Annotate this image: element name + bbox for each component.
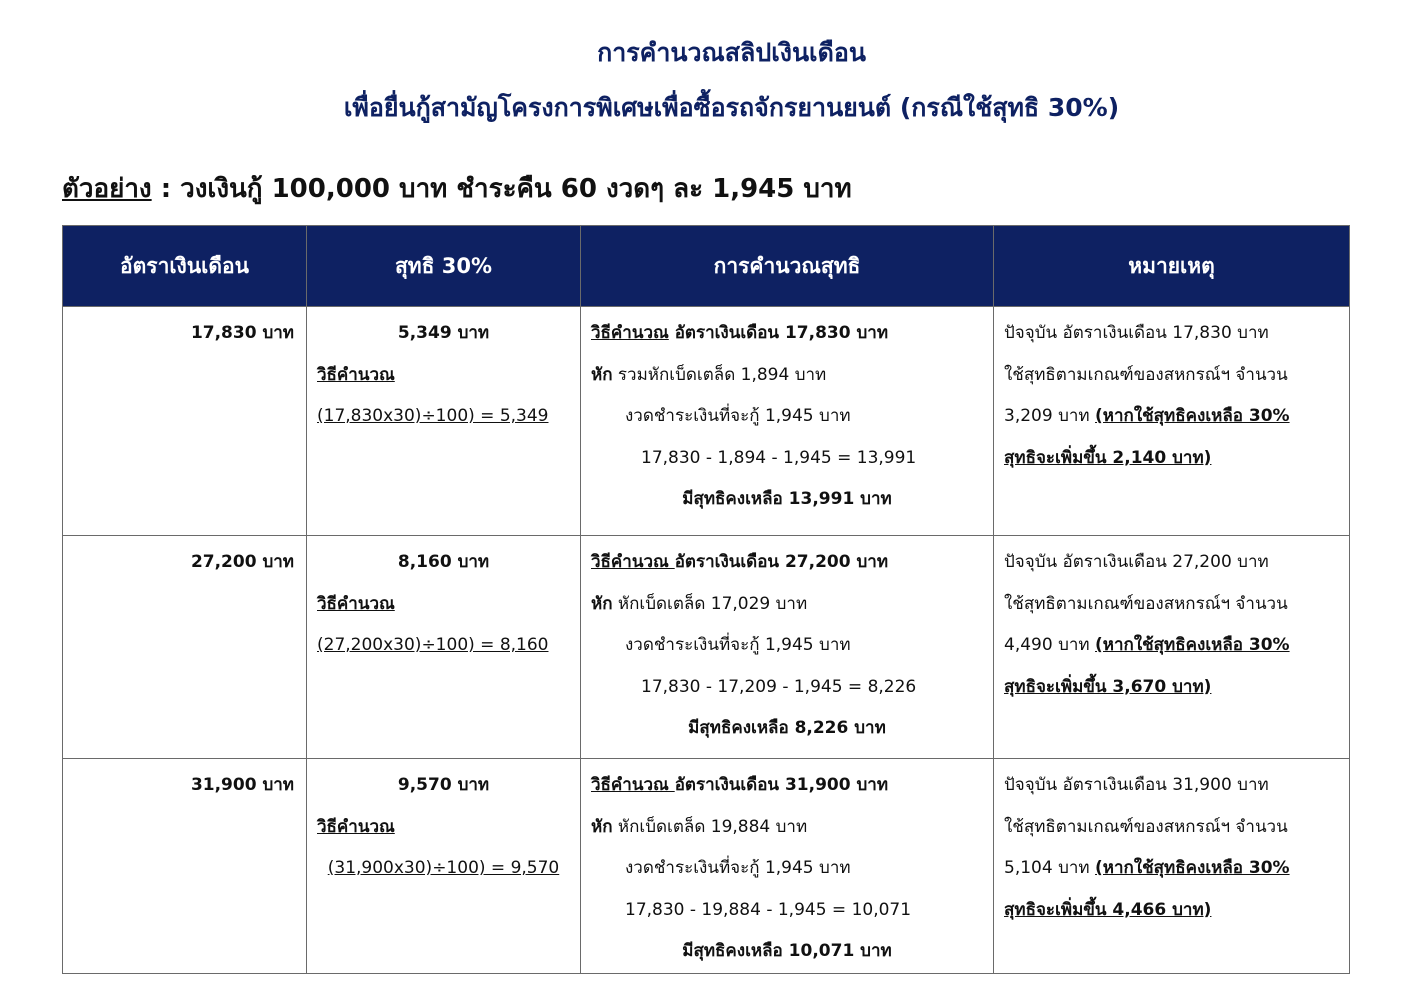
- calc-salary-text: อัตราเงินเดือน 31,900 บาท: [674, 775, 889, 795]
- remaining-net: มีสุทธิคงเหลือ 10,071 บาท: [682, 941, 892, 961]
- deduct-label: หัก: [591, 816, 613, 837]
- note-line-1: ปัจจุบัน อัตราเงินเดือน 31,900 บาท: [1004, 775, 1269, 795]
- salary-value: 31,900 บาท: [190, 775, 294, 795]
- salary-cell: [63, 307, 307, 536]
- remarks-cell: [994, 307, 1350, 536]
- method-formula: (27,200x30)÷100) = 8,160: [317, 635, 549, 655]
- calc-equation: 17,830 - 1,894 - 1,945 = 13,991: [641, 447, 917, 468]
- remarks-cell: [994, 759, 1350, 974]
- installment-text: งวดชำระเงินที่จะกู้ 1,945 บาท: [625, 858, 851, 878]
- remaining-net: มีสุทธิคงเหลือ 8,226 บาท: [688, 718, 886, 738]
- page-title: การคำนวณสลิปเงินเดือน: [597, 38, 866, 67]
- net-30-cell: [307, 536, 581, 759]
- net-calculation-cell: [581, 759, 994, 974]
- table-row: [63, 307, 1350, 536]
- deduct-text: หักเบ็ดเตล็ด 19,884 บาท: [612, 816, 808, 837]
- method-formula: (17,830x30)÷100) = 5,349: [317, 406, 549, 426]
- installment-text: งวดชำระเงินที่จะกู้ 1,945 บาท: [625, 635, 851, 655]
- net-calculation-cell: [581, 536, 994, 759]
- page-subtitle: เพื่อยื่นกู้สามัญโครงการพิเศษเพื่อซื้อรถจักรยานยนต์ (กรณีใช้สุทธิ 30%): [343, 93, 1120, 122]
- table-row: [63, 536, 1350, 759]
- net-calculation-cell: [581, 307, 994, 536]
- calc-equation: 17,830 - 19,884 - 1,945 = 10,071: [625, 899, 912, 920]
- salary-calculation-table: [62, 225, 1350, 974]
- net-30-value: 5,349 บาท: [397, 323, 490, 343]
- method-label: วิธีคำนวณ: [317, 816, 395, 837]
- method-label: วิธีคำนวณ: [317, 364, 395, 385]
- calc-method-label: วิธีคำนวณ: [591, 552, 675, 572]
- salary-value: 27,200 บาท: [190, 552, 294, 572]
- header-salary-rate: อัตราเงินเดือน: [63, 226, 307, 307]
- note-line-3-bold: (หากใช้สุทธิคงเหลือ 30%: [1095, 406, 1290, 426]
- salary-cell: [63, 536, 307, 759]
- net-30-value: 8,160 บาท: [397, 552, 490, 572]
- calc-method-label: วิธีคำนวณ: [591, 775, 675, 795]
- method-formula: (31,900x30)÷100) = 9,570: [327, 858, 560, 878]
- net-30-value: 9,570 บาท: [397, 775, 490, 795]
- deduct-label: หัก: [591, 364, 613, 385]
- note-line-4: สุทธิจะเพิ่มขึ้น 2,140 บาท): [1004, 447, 1212, 468]
- remaining-net: มีสุทธิคงเหลือ 13,991 บาท: [682, 489, 892, 509]
- example-label: ตัวอย่าง: [62, 174, 152, 204]
- table-row: [63, 759, 1350, 974]
- method-label: วิธีคำนวณ: [317, 593, 395, 614]
- note-line-3-bold: (หากใช้สุทธิคงเหลือ 30%: [1095, 635, 1290, 655]
- example-text: : วงเงินกู้ 100,000 บาท ชำระคืน 60 งวดๆ ละ 1,945 บาท: [151, 174, 852, 204]
- deduct-text: รวมหักเบ็ดเตล็ด 1,894 บาท: [612, 364, 827, 385]
- note-line-1: ปัจจุบัน อัตราเงินเดือน 17,830 บาท: [1004, 323, 1269, 343]
- note-line-4: สุทธิจะเพิ่มขึ้น 3,670 บาท): [1004, 676, 1212, 697]
- header-net-30: สุทธิ 30%: [307, 226, 581, 307]
- deduct-text: หักเบ็ดเตล็ด 17,029 บาท: [612, 593, 808, 614]
- note-line-4: สุทธิจะเพิ่มขึ้น 4,466 บาท): [1004, 899, 1212, 920]
- installment-text: งวดชำระเงินที่จะกู้ 1,945 บาท: [625, 406, 851, 426]
- note-line-2: ใช้สุทธิตามเกณฑ์ของสหกรณ์ฯ จำนวน: [1004, 593, 1288, 614]
- note-line-3-bold: (หากใช้สุทธิคงเหลือ 30%: [1095, 858, 1290, 878]
- header-net-calculation: การคำนวณสุทธิ: [581, 226, 994, 307]
- salary-value: 17,830 บาท: [190, 323, 294, 343]
- table-header-row: [63, 226, 1350, 307]
- note-line-3-plain: 5,104 บาท: [1004, 858, 1096, 878]
- net-30-cell: [307, 307, 581, 536]
- note-line-1: ปัจจุบัน อัตราเงินเดือน 27,200 บาท: [1004, 552, 1269, 572]
- example-summary: [62, 168, 852, 209]
- header-remarks: หมายเหตุ: [994, 226, 1350, 307]
- deduct-label: หัก: [591, 593, 613, 614]
- note-line-3-plain: 4,490 บาท: [1004, 635, 1096, 655]
- note-line-3-plain: 3,209 บาท: [1004, 406, 1096, 426]
- salary-cell: [63, 759, 307, 974]
- remarks-cell: [994, 536, 1350, 759]
- calc-equation: 17,830 - 17,209 - 1,945 = 8,226: [641, 676, 917, 697]
- calc-method-label: วิธีคำนวณ: [591, 323, 669, 343]
- calc-salary-text: อัตราเงินเดือน 27,200 บาท: [674, 552, 889, 572]
- calc-salary-text: อัตราเงินเดือน 17,830 บาท: [668, 323, 889, 343]
- net-30-cell: [307, 759, 581, 974]
- note-line-2: ใช้สุทธิตามเกณฑ์ของสหกรณ์ฯ จำนวน: [1004, 364, 1288, 385]
- note-line-2: ใช้สุทธิตามเกณฑ์ของสหกรณ์ฯ จำนวน: [1004, 816, 1288, 837]
